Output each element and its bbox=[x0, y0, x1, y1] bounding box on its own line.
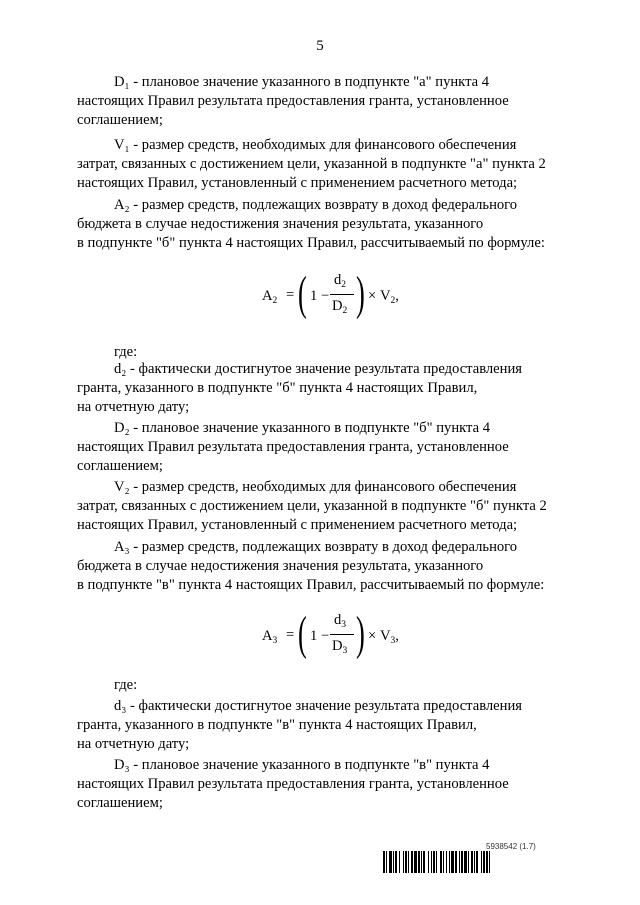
formula-times: × bbox=[368, 288, 377, 304]
formula-a3 bbox=[0, 606, 640, 666]
paragraph-d2 bbox=[77, 419, 565, 476]
line: затрат, связанных с достижением цели, указанной в подпункте "б" пункта 2 bbox=[77, 498, 547, 514]
line: D₃ - плановое значение указанного в подпункте "в" пункта 4 bbox=[114, 757, 490, 773]
open-paren: ( bbox=[298, 607, 307, 660]
paragraph-a3 bbox=[77, 538, 565, 595]
line: настоящих Правил результата предоставления гранта, установленное bbox=[77, 439, 509, 455]
line: d₂ - фактически достигнутое значение результата предоставления bbox=[114, 361, 522, 377]
line: V₂ - размер средств, необходимых для финансового обеспечения bbox=[114, 479, 517, 495]
where-label: где: bbox=[114, 677, 138, 693]
formula-equals: = bbox=[286, 287, 295, 303]
line: бюджета в случае недостижения значения результата, указанного bbox=[77, 216, 484, 232]
paragraph-d3-small bbox=[77, 697, 565, 754]
line: бюджета в случае недостижения значения результата, указанного bbox=[77, 558, 484, 574]
line: соглашением; bbox=[77, 112, 163, 128]
barcode bbox=[383, 851, 593, 873]
line: соглашением; bbox=[77, 795, 163, 811]
paragraph-d1 bbox=[77, 73, 565, 130]
line: на отчетную дату; bbox=[77, 399, 190, 415]
line: в подпункте "в" пункта 4 настоящих Правил, рассчитываемый по формуле: bbox=[77, 577, 545, 593]
line: A₃ - размер средств, подлежащих возврату в доход федерального bbox=[114, 539, 518, 555]
line: соглашением; bbox=[77, 458, 163, 474]
paragraph-v2 bbox=[77, 478, 565, 535]
formula-numerator: $d_3$ bbox=[334, 612, 347, 630]
formula-one-minus: 1 − bbox=[310, 288, 330, 304]
formula-lhs: $A_3$ bbox=[262, 628, 278, 646]
line: гранта, указанного в подпункте "в" пункта 4 настоящих Правил, bbox=[77, 717, 477, 733]
formula-a2 bbox=[0, 266, 640, 326]
line: настоящих Правил результата предоставления гранта, установленное bbox=[77, 776, 509, 792]
line: на отчетную дату; bbox=[77, 736, 190, 752]
formula-denominator: $D_2$ bbox=[332, 298, 348, 316]
line: V₁ - размер средств, необходимых для финансового обеспечения bbox=[114, 137, 517, 153]
line: гранта, указанного в подпункте "б" пункта 4 настоящих Правил, bbox=[77, 380, 478, 396]
formula-rhs: $V_3$, bbox=[380, 628, 399, 646]
paragraph-a2 bbox=[77, 196, 565, 253]
fraction-line bbox=[330, 634, 354, 635]
line: настоящих Правил, установленный с применением расчетного метода; bbox=[77, 175, 518, 191]
line: затрат, связанных с достижением цели, указанной в подпункте "а" пункта 2 bbox=[77, 156, 546, 172]
line: D₁ - плановое значение указанного в подпункте "а" пункта 4 bbox=[114, 74, 490, 90]
line: настоящих Правил, установленный с применением расчетного метода; bbox=[77, 517, 518, 533]
line: настоящих Правил результата предоставления гранта, установленное bbox=[77, 93, 509, 109]
formula-rhs: $V_2$, bbox=[380, 288, 399, 306]
barcode-stripe bbox=[490, 851, 492, 873]
open-paren: ( bbox=[298, 267, 307, 320]
line: D₂ - плановое значение указанного в подпункте "б" пункта 4 bbox=[114, 420, 491, 436]
paragraph-d3 bbox=[77, 756, 565, 813]
line: d₃ - фактически достигнутое значение результата предоставления bbox=[114, 698, 522, 714]
formula-times: × bbox=[368, 628, 377, 644]
formula-equals: = bbox=[286, 627, 295, 643]
paragraph-v1 bbox=[77, 136, 565, 193]
where-label: где: bbox=[114, 344, 138, 360]
formula-lhs: $A_2$ bbox=[262, 288, 278, 306]
formula-numerator: $d_2$ bbox=[334, 272, 347, 290]
line: A₂ - размер средств, подлежащих возврату в доход федерального bbox=[114, 197, 518, 213]
formula-denominator: $D_3$ bbox=[332, 638, 348, 656]
paragraph-d2-small bbox=[77, 360, 565, 417]
formula-one-minus: 1 − bbox=[310, 628, 330, 644]
barcode-number: 5938542 (1.7) bbox=[486, 842, 536, 851]
page-number: 5 bbox=[316, 38, 324, 54]
line: в подпункте "б" пункта 4 настоящих Правил, рассчитываемый по формуле: bbox=[77, 235, 545, 251]
close-paren: ) bbox=[356, 607, 365, 660]
fraction-line bbox=[330, 294, 354, 295]
close-paren: ) bbox=[356, 267, 365, 320]
